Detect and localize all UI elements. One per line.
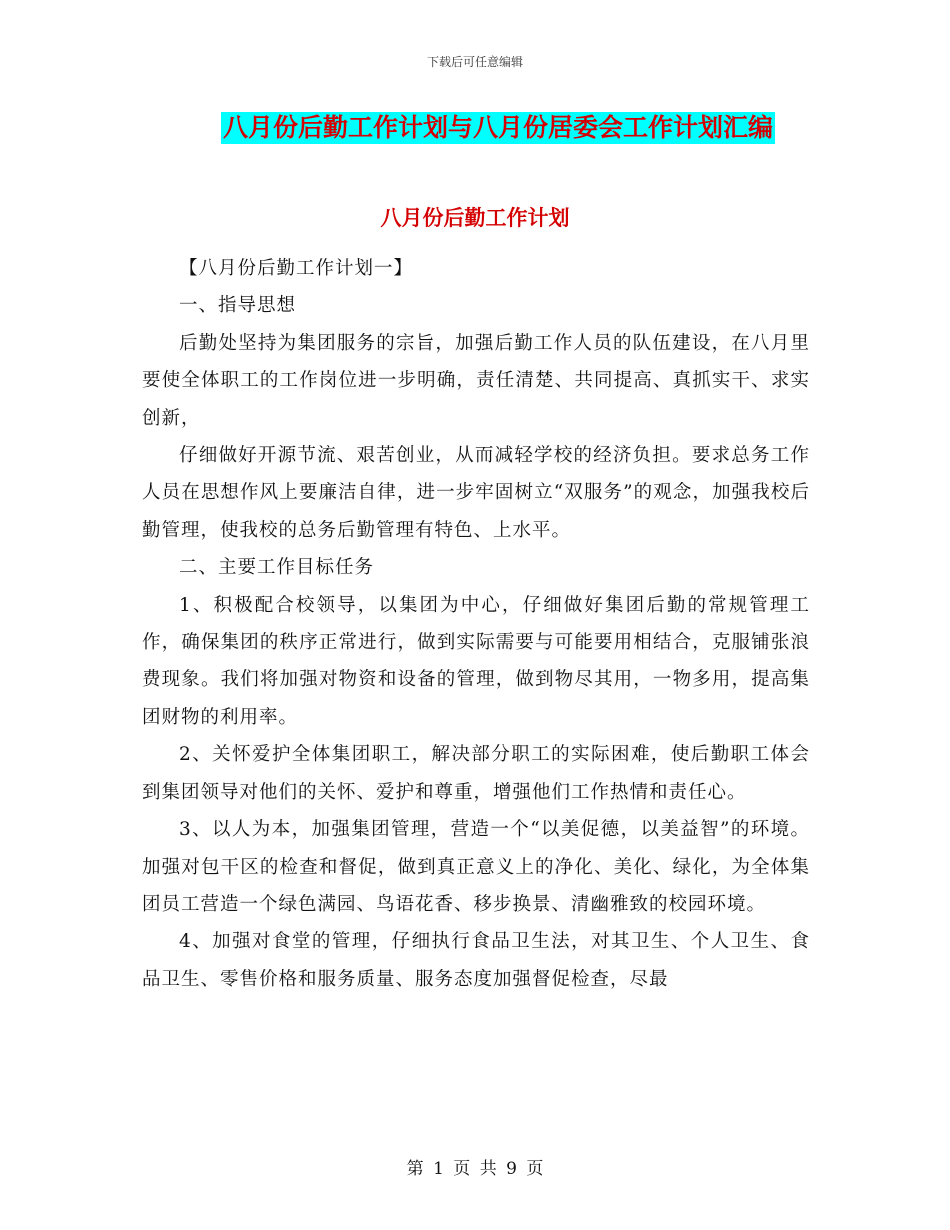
paragraph: 3、以人为本，加强集团管理，营造一个“以美促德，以美益智”的环境。加强对包干区的检查和督促，做到真正意义上的净化、美化、绿化，为全体集团员工营造一个绿色满园、鸟语花香、移步换景、清幽雅致的校园环境。 xyxy=(142,819,810,915)
document-body xyxy=(142,250,810,998)
paragraph: 后勤处坚持为集团服务的宗旨，加强后勤工作人员的队伍建设，在八月里要使全体职工的工作岗位进一步明确，责任清楚、共同提高、真抓实干、求实创新， xyxy=(142,332,810,429)
main-title-container xyxy=(0,112,950,144)
paragraph: 仔细做好开源节流、艰苦创业，从而减轻学校的经济负担。要求总务工作人员在思想作风上要廉洁自律，进一步牢固树立“双服务”的观念，加强我校后勤管理，使我校的总务后勤管理有特色、上水平。 xyxy=(142,445,810,541)
paragraph: 一、指导思想 xyxy=(179,295,297,317)
paragraph: 【八月份后勤工作计划一】 xyxy=(179,258,414,279)
page-footer: 第 1 页 共 9 页 xyxy=(406,1159,544,1179)
paragraph: 二、主要工作目标任务 xyxy=(179,557,375,579)
page-header-note: 下载后可任意编辑 xyxy=(426,55,523,69)
paragraph: 1、积极配合校领导，以集团为中心，仔细做好集团后勤的常规管理工作，确保集团的秩序正常进行，做到实际需要与可能要用相结合，克服铺张浪费现象。我们将加强对物资和设备的管理，做到物尽其用，一物多用，提高集团财物的利用率。 xyxy=(142,594,810,728)
section-title: 八月份后勤工作计划 xyxy=(380,206,570,230)
paragraph: 4、加强对食堂的管理，仔细执行食品卫生法，对其卫生、个人卫生、食品卫生、零售价格和服务质量、服务态度加强督促检查，尽最 xyxy=(142,931,810,990)
paragraph: 2、关怀爱护全体集团职工，解决部分职工的实际困难，使后勤职工体会到集团领导对他们的关怀、爱护和尊重，增强他们工作热情和责任心。 xyxy=(142,744,810,803)
main-title: 八月份后勤工作计划与八月份居委会工作计划汇编 xyxy=(222,113,773,142)
